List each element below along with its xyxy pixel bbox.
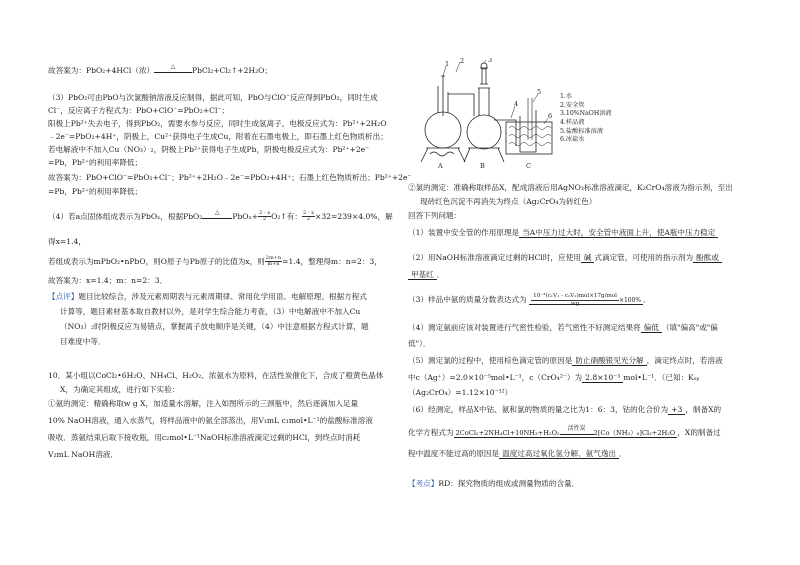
heating-arrow [202, 208, 232, 222]
question-text: （5）测定氯的过程中，使用棕色滴定管的原因是 [408, 356, 573, 365]
heating-arrow [154, 63, 192, 76]
topic-label: 【考点】 [408, 479, 439, 488]
paragraph-line: ﹣2e⁻=PbO₂+4H⁺，阴极上，Cu²⁺获得电子生成Cu，附着在石墨电极上，即石墨上红色物质析出； [48, 132, 388, 141]
answer-blank: 碱 [581, 253, 595, 263]
question-text: 式滴定管，可使用的指示剂为 [594, 253, 694, 262]
comment-text: 目难度中等． [60, 337, 106, 346]
paragraph-line: 阳极上Pb²⁺失去电子，得到PbO₂，需要水参与反应，同时生成氢离子，电极反应式为：Pb²⁺+2H₂O [48, 119, 387, 128]
question-line: V₂mL NaOH溶液． [48, 450, 118, 459]
paragraph-line: 故答案为：x=1.4；m：n=2：3． [48, 276, 168, 285]
paragraph-line: 得x=1.4， [48, 237, 86, 246]
question-text: （填"偏高"或"偏 [661, 323, 718, 332]
paragraph-line: 回答下列问题： [408, 211, 462, 220]
fig-label: 2 [460, 58, 465, 65]
answer-blank: 甲基红 [408, 270, 437, 280]
dropping-funnel [478, 68, 490, 88]
calc-text: ×32=239×4.0%，解 [314, 211, 393, 221]
calc-text: =1.4，整理得m：n=2：3， [282, 256, 382, 266]
paragraph-line: 现砖红色沉淀不再消失为终点（Ag₂CrO₄为砖红色） [420, 197, 597, 206]
answer-blank [454, 425, 678, 438]
answer-line-1 [48, 63, 272, 76]
question-text: ． [619, 449, 627, 458]
question-5 [408, 356, 723, 366]
question-text: 中c（Ag⁺）=2.0×10⁻⁵mol•L⁻¹，c（CrO₄²⁻）为 [408, 373, 583, 382]
burette [528, 98, 532, 140]
comment-line [48, 292, 367, 302]
question-line: 10% NaOH溶液，通入水蒸气，将样品液中的氨全部蒸出，用V₁mL c₁mol•L⁻¹的盐酸标准溶液 [48, 416, 373, 425]
question-line: X，为确定其组成，进行如下实验： [60, 385, 180, 394]
answer-text: PbCl₂+Cl₂↑+2H₂O； [192, 66, 272, 75]
legend-item: 5.盐酸标准溶液 [560, 127, 604, 135]
question-text: mol•L⁻¹．（已知：Kₛₚ [623, 373, 700, 382]
calc-text: （4）若a点固体组成表示为PbOₓ，根据PbO₂ [48, 211, 203, 221]
fraction-denominator: 2 [263, 216, 267, 223]
fraction [302, 211, 315, 223]
question-text: ，X的制备过 [677, 428, 721, 437]
apparatus-figure [416, 58, 576, 168]
equation-left: 2CoCl₂+2NH₄Cl+10NH₃+H₂O₂ [455, 429, 560, 437]
fraction-numerator: 2m+n [265, 255, 282, 261]
fig-label: A [438, 162, 443, 168]
question-text: （1）装置中安全管的作用原理是 [408, 228, 520, 237]
fig-label: 5 [537, 88, 542, 96]
fraction-numerator: 2﹣x [302, 210, 314, 216]
stand-a [421, 148, 465, 162]
question-text: （6）经测定，样品X中钴、氨和氯的物质的量之比为1：6：3，钴的化合价为 [408, 405, 669, 414]
question-text: （2）用NaOH标准溶液滴定过剩的HCl时，应使用 [408, 253, 581, 262]
paragraph-line: （3）PbO₂可由PbO与次氯酸钠溶液反应制得，据此可知，PbO与ClO⁻反应得到PbO₂，同时生成 [48, 93, 378, 102]
question-1 [408, 228, 718, 238]
legend-item: 6.冰盐水 [560, 136, 585, 144]
heat-symbol: △ [170, 63, 176, 70]
comment-text: 计算等，题目素材基本取自教材以外，是对学生综合能力考查，（3）中电解液中不加入Cu [60, 307, 361, 316]
question-line: 10．某小组以CoCl₂•6H₂O、NH₄Cl、H₂O₂、浓氨水为原料，在活性炭催化下，合成了橙黄色晶体 [48, 371, 384, 380]
answer-blank: 偏低 [641, 323, 662, 333]
calc-text: O₂↑有： [271, 211, 302, 221]
answer-text: 故答案为：PbO₂+4HCl（浓） [48, 66, 155, 75]
question-text: ×100% [618, 297, 642, 305]
question-text: （4）测定氨前应该对装置进行气密性检验，若气密性不好测定结果将 [408, 323, 641, 332]
paragraph-line: ②氯的测定：准确称取样品X，配成溶液后用AgNO₃标准溶液滴定，K₂CrO₄溶液为指示剂，至出 [408, 183, 733, 192]
answer-blank: +3 [668, 405, 685, 415]
fig-label: 1 [445, 60, 450, 68]
legend-item: 1.水 [560, 93, 573, 100]
legend-item: 2.安全管 [560, 101, 585, 109]
paragraph-line: 若电解液中不加入Cu（NO₃）₂，阴极上Pb²⁺获得电子生成Pb，阴极电极反应式为：Pb²⁺+2e⁻ [48, 145, 370, 154]
fraction-denominator: m+n [267, 261, 280, 268]
fraction [258, 211, 271, 223]
fraction-denominator: 2 [306, 216, 311, 223]
question-6 [408, 405, 721, 415]
answer-blank: 当A中压力过大时，安全管中液面上升，使A瓶中压力稳定 [519, 228, 718, 238]
legend-item: 3.10%NaOH溶液 [560, 110, 612, 118]
topic-text: RD：探究物质的组成或测量物质的含量． [438, 479, 580, 488]
answer-blank: 防止硝酸银见光分解 [572, 356, 646, 366]
question-4 [408, 323, 718, 333]
fig-label: 3 [488, 58, 493, 64]
fig-label: 4 [514, 100, 519, 108]
flask-a [425, 112, 461, 148]
question-2-cont [408, 270, 444, 280]
comment-label: 【点评】 [48, 292, 79, 301]
fig-label: C [526, 162, 531, 168]
question-text: （3）样品中氨的质量分数表达式为 [408, 295, 527, 305]
question-line: ①氨的测定：精确称取w g X，加适量水溶解，注入如图所示的三颈瓶中，然后逐滴加入足量 [48, 399, 359, 408]
connector-tube [448, 94, 474, 116]
question-text: ． [643, 295, 651, 305]
question-text: 化学方程式为 [408, 428, 454, 437]
fig-label: 6 [548, 112, 553, 120]
answer-blank: 2.8×10⁻³ [582, 373, 623, 383]
equation-right: 2[Co（NH₃）₆]Cl₃+2H₂O [593, 429, 676, 437]
paragraph-line: =Pb，Pb²⁺的利用率降低； [48, 187, 143, 196]
answer-blank: 酚酞或 [693, 253, 722, 263]
question-text: ，制备X的 [685, 405, 722, 414]
fraction-denominator: wg [570, 300, 580, 307]
catalyst-label: 活性炭 [567, 425, 586, 432]
question-3 [408, 293, 651, 307]
ice-pattern [509, 127, 551, 146]
calc-line [48, 256, 382, 268]
fraction [265, 256, 282, 268]
question-6-cont [408, 449, 627, 459]
fraction-numerator: 10⁻³(c₁V₁﹣c₂V₂)mol×17g/mol [533, 293, 617, 299]
paragraph-line: Cl⁻，反应离子方程式为：PbO+ClO⁻=PbO₂+Cl⁻； [48, 106, 230, 115]
topic-note [408, 479, 579, 489]
question-text: ． [436, 270, 445, 279]
catalyst-arrow [560, 425, 594, 438]
figure-labels [437, 58, 552, 168]
paragraph-line: 故答案为：PbO+ClO⁻=PbO₂+Cl⁻；Pb²⁺+2H₂O﹣2e⁻=PbO₂+4H⁺；石墨上红色物质析出；Pb²⁺+2e⁻ [48, 173, 412, 182]
figure-legend [560, 93, 612, 145]
paragraph-line: （Ag₂CrO₄）=1.12×10⁻¹²） [408, 388, 513, 397]
comment-text: 题目比较综合，涉及元素周期表与元素周期律、常用化学用语、电解原理、根据方程式 [78, 292, 367, 301]
paragraph-line: 低"）． [408, 339, 431, 348]
flask-b-neck [479, 88, 489, 116]
legend-item: 4.样品液 [560, 119, 585, 127]
mass-fraction-expression [531, 293, 619, 307]
comment-text: （NO₃）₂时阴极反应为易错点，掌握离子放电顺序是关键，（4）中注意根据方程式计算，题 [60, 322, 369, 331]
calc-line [48, 208, 393, 223]
flame-a [430, 152, 454, 156]
calc-text: 若组成表示为mPbO₂•nPbO，则O原子与Pb原子的比值为x，则 [48, 256, 265, 266]
answer-blank [529, 295, 643, 305]
safety-tube [441, 76, 445, 116]
question-5-cont [408, 373, 699, 383]
answer-blank: 温度过高过氧化氢分解、氨气逸出 [499, 449, 619, 459]
question-text: ，滴定终点时，若溶液 [646, 356, 723, 365]
question-line: 吸收．蒸氨结束后取下接收瓶，用c₂mol•L⁻¹NaOH标准溶液滴定过剩的HCl，到终点时消耗 [48, 433, 361, 442]
fraction-numerator: 2﹣x [259, 210, 271, 216]
heat-symbol: △ [215, 208, 220, 216]
question-6-equation [408, 425, 721, 438]
calc-text: PbOₓ+ [232, 211, 259, 221]
fig-label: B [480, 162, 485, 168]
paragraph-line: =Pb，Pb²⁺的利用率降低； [48, 158, 143, 167]
stand-b [464, 148, 504, 162]
question-2 [408, 253, 722, 263]
question-text: 程中温度不能过高的原因是 [408, 449, 500, 458]
